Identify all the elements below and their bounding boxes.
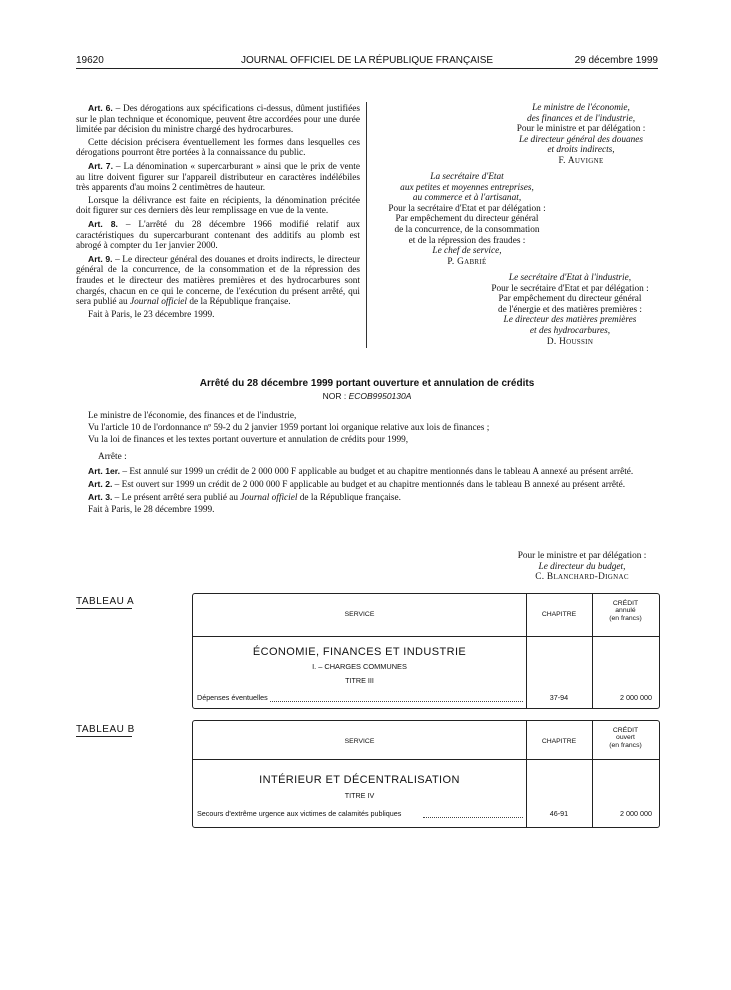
art6-p2: Cette décision précisera éventuellement les formes dans lesquelles ces dérogations pourront être portées à la connaissance du public. [76,137,360,159]
tableau-a-label: TABLEAU A [76,596,135,607]
tableau-a-label-rule [76,608,132,609]
arrete-sig-name: C. Blanchard-Dignac [535,572,629,583]
sig2-l4: Pour la secrétaire d'Etat et par délégation : [388,203,546,214]
arrete-signature [496,551,668,583]
page-number: 19620 [76,55,104,66]
tableau-a [192,593,660,709]
left-fait: Fait à Paris, le 23 décembre 1999. [88,309,215,320]
tableau-b-col-credit-3: (en francs) [609,741,642,749]
tableau-a-col-credit-3: (en francs) [609,614,642,622]
tableau-b-leader-dots [423,817,523,818]
art9-text-b: de la République française. [187,297,291,308]
tableau-b-ministry: INTÉRIEUR ET DÉCENTRALISATION [259,774,460,786]
art3-label: Art. 3. [88,491,113,502]
sig1-l2: des finances et de l'industrie, [526,113,636,124]
sig2-name: P. Gabrié [447,256,487,267]
sig2-l7: et de la répression des fraudes : [408,235,526,246]
page-date: 29 décembre 1999 [574,55,658,66]
art3-text-b: de la République française. [297,492,401,503]
sig2-l2: aux petites et moyennes entreprises, [400,182,534,193]
signature-2 [372,172,562,267]
sig1-l5: et droits indirects, [547,145,615,156]
sig2-l8: Le chef de service, [432,246,502,257]
art3-journal: Journal officiel [240,492,298,503]
art9-label: Art. 9. [88,253,113,264]
tableau-a-leader-dots [253,701,523,702]
arrete-sig-l2: Le directeur du budget, [538,561,626,572]
art2-text: – Est ouvert sur 1999 un crédit de 2 000 000 F applicable au budget et au chapitre mentionnés dans le tableau B annexé au présent arrêté. [112,479,626,490]
sig1-l3: Pour le ministre et par délégation : [516,124,646,135]
art1-text: – Est annulé sur 1999 un crédit de 2 000 000 F applicable au budget et au chapitre mentionnés dans le tableau A annexé au présent arrêté. [120,467,634,478]
art8-label: Art. 8. [88,218,118,229]
arrete-title: Arrêté du 28 décembre 1999 portant ouverture et annulation de crédits [199,378,535,389]
tableau-a-col-credit-2: annulé [615,607,636,615]
sig1-l4: Le directeur général des douanes [518,134,644,145]
tableau-b-col-credit-1: CRÉDIT [612,727,639,734]
nor-label: NOR : [322,391,349,401]
sig3-name: D. Houssin [546,336,594,347]
tableau-b-titre: TITRE IV [344,791,375,800]
art1-label: Art. 1er. [88,466,121,477]
sig3-l4: de l'énergie et des matières premières : [498,304,642,315]
art7-p2: Lorsque la délivrance est faite en récipients, la dénomination précitée doit figurer sur ces derniers dès leur remplissage en vue de la vente. [76,195,360,217]
header-rule [76,68,658,69]
art9-text-a: – Le directeur général des douanes et droits indirects, le directeur général de la concurrence, de la consommation et de la répression des fraudes et le directeur des matières premières et des hydrocarbures sont chargés, chacun en ce qui le concerne, de l'exécution du présent arrêté, qui sera publié au [76,254,361,308]
arrete-sig-l1: Pour le ministre et par délégation : [517,551,647,561]
sig1-l1: Le ministre de l'économie, [532,103,630,113]
journal-title: JOURNAL OFFICIEL DE LA RÉPUBLIQUE FRANÇAISE [240,55,494,66]
sig3-l2: Pour le secrétaire d'Etat et par délégation : [491,283,649,294]
arrete-fait: Fait à Paris, le 28 décembre 1999. [88,504,215,515]
art3-text-a: – Le présent arrêté sera publié au [112,492,241,503]
tableau-b-col-credit [592,727,659,749]
art6-label: Art. 6. [88,103,113,113]
nor-line [76,391,658,401]
art7-text: – La dénomination « supercarburant » ainsi que le prix de vente au litre doivent figurer sur l'appareil distributeur en caractères indélébiles très apparents d'au moins 2 centimètres de hauteur. [76,161,361,194]
tableau-b-col-service: SERVICE [344,738,375,745]
tableau-b-row-label: Secours d'extrême urgence aux victimes de calamités publiques [197,809,402,818]
tableau-a-col-credit-1: CRÉDIT [612,600,639,607]
tableau-a-ministry: ÉCONOMIE, FINANCES ET INDUSTRIE [252,646,467,658]
tableau-a-row-chapitre: 37-94 [549,693,569,702]
nor-code: ECOB9950130A [348,391,412,401]
signature-3 [472,273,668,347]
sig2-l6: de la concurrence, de la consommation [394,224,540,235]
sig1-name: F. Auvigne [558,155,604,166]
tableau-b-col-chapitre: CHAPITRE [541,738,577,745]
sig2-l5: Par empêchement du directeur général [395,214,539,225]
tableau-a-titre: TITRE III [345,676,374,685]
tableau-b-label-rule [76,736,132,737]
art2-label: Art. 2. [88,478,113,489]
sig2-l1: La secrétaire d'Etat [430,172,504,182]
tableau-a-col-credit [592,600,659,622]
visa-3: Vu la loi de finances et les textes portant ouverture et annulation de crédits pour 1999, [88,434,409,445]
sig3-l5: Le directeur des matières premières [503,315,637,326]
sig3-l3: Par empêchement du directeur général [498,294,642,305]
sig2-l3: au commerce et à l'artisanat, [412,193,522,204]
tableau-a-col-chapitre: CHAPITRE [541,611,577,618]
arrete-body [76,411,658,516]
art8-text: – L'arrêté du 28 décembre 1966 modifié relatif aux caractéristiques du supercarburant contenant des additifs au plomb est abrogé à compter du 1er janvier 2000. [76,219,360,252]
visa-1: Le ministre de l'économie, des finances et de l'industrie, [88,411,297,421]
signature-1 [500,103,662,167]
tableau-a-col-service: SERVICE [344,611,375,618]
left-column [76,103,360,322]
tableau-b-col-credit-2: ouvert [616,734,635,742]
tableau-a-row-amount: 2 000 000 [620,693,652,702]
column-divider [366,102,367,348]
tableau-b [192,720,660,828]
tableau-b-row-chapitre: 46-91 [549,809,569,818]
tableau-a-row-label: Dépenses éventuelles [197,693,268,702]
art7-label: Art. 7. [88,160,113,171]
visa-2: Vu l'article 10 de l'ordonnance nº 59-2 du 2 janvier 1959 portant loi organique relative aux lois de finances ; [88,422,490,433]
tableau-a-sub: I. – CHARGES COMMUNES [312,662,407,671]
arrete-word: Arrête : [98,452,127,463]
sig3-l1: Le secrétaire d'Etat à l'industrie, [508,273,632,283]
tableau-b-row-amount: 2 000 000 [620,809,652,818]
art6-text: – Des dérogations aux spécifications ci-dessus, dûment justifiées sur le plan technique et économique, peuvent être accordées pour une durée limitée par décision du ministre chargé des hydrocarbures. [76,104,360,136]
art9-journal: Journal officiel [129,297,188,308]
tableau-b-label: TABLEAU B [76,724,135,735]
sig3-l6: et des hydrocarbures, [529,325,611,336]
